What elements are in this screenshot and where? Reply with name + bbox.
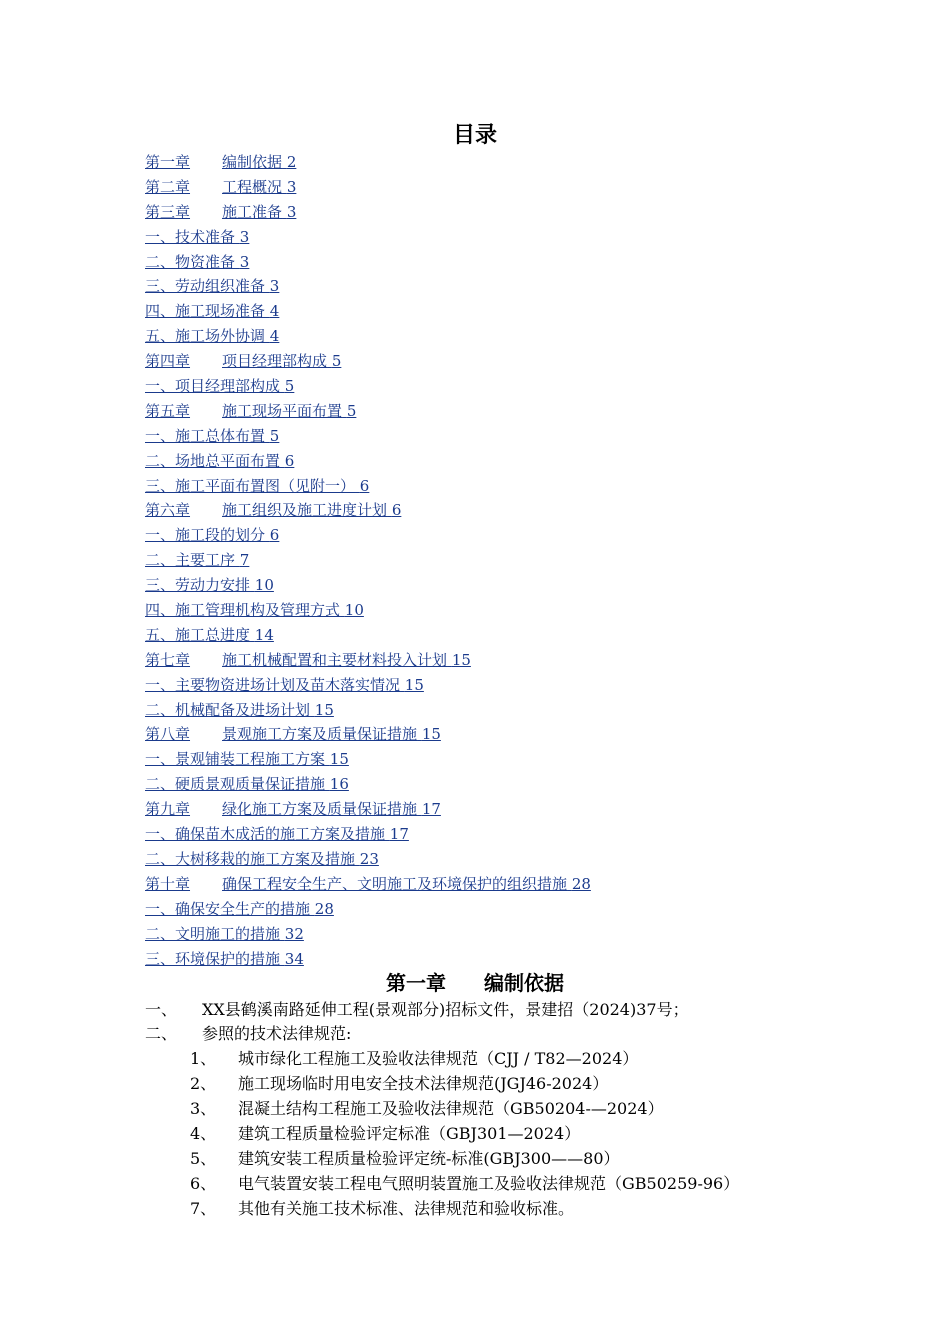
standard-item bbox=[190, 1197, 574, 1221]
toc-link[interactable] bbox=[145, 250, 845, 275]
toc-link[interactable] bbox=[145, 772, 845, 797]
toc-title-text: 一、主要物资进场计划及苗木落实情况 bbox=[145, 675, 401, 694]
toc-link[interactable] bbox=[145, 747, 845, 772]
toc-link[interactable] bbox=[145, 698, 845, 723]
toc-title: 目录 bbox=[452, 122, 497, 148]
standard-item-text: 建筑安装工程质量检验评定统-标准(GBJ300——80） bbox=[238, 1149, 620, 1168]
standard-item-number: 1、 bbox=[190, 1049, 217, 1068]
standard-item-number: 4、 bbox=[190, 1124, 217, 1143]
standard-item-number: 7、 bbox=[190, 1199, 217, 1218]
toc-title-text: 三、劳动组织准备 bbox=[145, 277, 266, 296]
toc-link[interactable] bbox=[145, 424, 845, 449]
toc-title-text: 三、施工平面布置图（见附一） bbox=[145, 476, 356, 495]
toc-title-text: 一、确保安全生产的措施 bbox=[145, 899, 311, 918]
toc-page-number: 4 bbox=[269, 302, 280, 321]
toc-title-text: 五、施工总进度 bbox=[145, 625, 251, 644]
toc-title-text: 一、技术准备 bbox=[145, 227, 236, 246]
toc-chapter-number: 第一章 bbox=[145, 153, 191, 171]
toc-page-number: 5 bbox=[331, 352, 342, 371]
toc-page-number: 15 bbox=[421, 725, 441, 744]
toc-link[interactable] bbox=[145, 648, 845, 673]
toc-page-number: 6 bbox=[359, 476, 370, 495]
toc-page-number: 3 bbox=[239, 227, 250, 246]
standard-item-text: 其他有关施工技术标准、法律规范和验收标准。 bbox=[238, 1199, 575, 1218]
toc-title-text: 绿化施工方案及质量保证措施 bbox=[222, 800, 418, 819]
toc-page-number: 3 bbox=[286, 177, 297, 196]
toc-page-number: 3 bbox=[286, 202, 297, 221]
standard-item-number: 6、 bbox=[190, 1174, 217, 1193]
table-of-contents bbox=[145, 150, 845, 971]
toc-title-text: 确保工程安全生产、文明施工及环境保护的组织措施 bbox=[222, 874, 568, 893]
toc-chapter-number: 第八章 bbox=[145, 725, 191, 744]
toc-chapter-number: 第九章 bbox=[145, 800, 191, 819]
toc-title-text: 三、劳动力安排 bbox=[145, 576, 251, 595]
toc-page-number: 3 bbox=[269, 277, 280, 296]
toc-page-number: 7 bbox=[239, 551, 250, 570]
toc-title-text: 一、施工段的划分 bbox=[145, 526, 266, 545]
toc-page-number: 14 bbox=[254, 625, 274, 644]
toc-title-text: 施工机械配置和主要材料投入计划 bbox=[222, 650, 448, 669]
toc-page-number: 28 bbox=[314, 899, 334, 918]
toc-link[interactable] bbox=[145, 498, 845, 523]
toc-link[interactable] bbox=[145, 399, 845, 424]
toc-link[interactable] bbox=[145, 324, 845, 349]
basis-item-text: 参照的技术法律规范: bbox=[202, 1024, 352, 1043]
basis-item bbox=[145, 998, 689, 1022]
toc-page-number: 34 bbox=[284, 949, 304, 968]
toc-link[interactable] bbox=[145, 523, 845, 548]
toc-link[interactable] bbox=[145, 150, 845, 175]
standard-item-text: 混凝土结构工程施工及验收法律规范（GB50204-—2024） bbox=[238, 1099, 664, 1118]
toc-link[interactable] bbox=[145, 822, 845, 847]
toc-page-number: 15 bbox=[329, 750, 349, 769]
toc-page-number: 28 bbox=[571, 874, 591, 893]
toc-title-text: 施工组织及施工进度计划 bbox=[222, 501, 388, 520]
toc-chapter-number: 第五章 bbox=[145, 401, 191, 420]
toc-title-text: 一、施工总体布置 bbox=[145, 426, 266, 445]
standard-item bbox=[190, 1147, 620, 1171]
toc-page-number: 5 bbox=[269, 426, 280, 445]
toc-title-text: 二、主要工序 bbox=[145, 551, 236, 570]
toc-page-number: 32 bbox=[284, 924, 304, 943]
toc-chapter-number: 第四章 bbox=[145, 352, 191, 371]
toc-title-text: 二、场地总平面布置 bbox=[145, 451, 281, 470]
toc-page-number: 6 bbox=[284, 451, 295, 470]
toc-title-text: 编制依据 bbox=[222, 153, 283, 171]
toc-chapter-number: 第三章 bbox=[145, 202, 191, 221]
toc-link[interactable] bbox=[145, 598, 845, 623]
toc-page-number: 10 bbox=[344, 601, 364, 620]
toc-page-number: 10 bbox=[254, 576, 274, 595]
toc-page-number: 5 bbox=[284, 377, 295, 396]
standard-item-text: 电气装置安装工程电气照明装置施工及验收法律规范（GB50259-96） bbox=[238, 1174, 740, 1193]
standard-item bbox=[190, 1097, 664, 1121]
toc-title-text: 二、机械配备及进场计划 bbox=[145, 700, 311, 719]
toc-page-number: 15 bbox=[314, 700, 334, 719]
standard-item-number: 5、 bbox=[190, 1149, 217, 1168]
toc-link[interactable] bbox=[145, 573, 845, 598]
toc-chapter-number: 第六章 bbox=[145, 501, 191, 520]
chapter-heading bbox=[0, 968, 950, 998]
toc-chapter-number: 第二章 bbox=[145, 177, 191, 196]
toc-page-number: 16 bbox=[329, 775, 349, 794]
toc-title-text: 二、文明施工的措施 bbox=[145, 924, 281, 943]
toc-link[interactable] bbox=[145, 847, 845, 872]
toc-link[interactable] bbox=[145, 225, 845, 250]
toc-page-number: 17 bbox=[421, 800, 441, 819]
basis-item bbox=[145, 1022, 351, 1046]
standard-item-number: 3、 bbox=[190, 1099, 217, 1118]
standard-item-text: 施工现场临时用电安全技术法律规范(JGJ46-2024） bbox=[238, 1074, 609, 1093]
toc-page-number: 15 bbox=[451, 650, 471, 669]
toc-link[interactable] bbox=[145, 673, 845, 698]
toc-title-text: 一、景观铺装工程施工方案 bbox=[145, 750, 326, 769]
basis-item-number: 一、 bbox=[145, 1000, 178, 1019]
toc-link[interactable] bbox=[145, 274, 845, 299]
toc-link[interactable] bbox=[145, 548, 845, 573]
toc-title-text: 项目经理部构成 bbox=[222, 352, 328, 371]
toc-title-text: 景观施工方案及质量保证措施 bbox=[222, 725, 418, 744]
toc-chapter-number: 第十章 bbox=[145, 874, 191, 893]
toc-page-number: 4 bbox=[269, 327, 280, 346]
toc-link[interactable] bbox=[145, 623, 845, 648]
basis-item-number: 二、 bbox=[145, 1024, 178, 1043]
toc-title-text: 一、项目经理部构成 bbox=[145, 377, 281, 396]
toc-link[interactable] bbox=[145, 449, 845, 474]
toc-page-number: 2 bbox=[286, 153, 297, 171]
toc-link[interactable] bbox=[145, 872, 845, 897]
toc-link[interactable] bbox=[145, 349, 845, 374]
toc-link[interactable] bbox=[145, 922, 845, 947]
toc-title-text: 一、确保苗木成活的施工方案及措施 bbox=[145, 825, 386, 844]
toc-link[interactable] bbox=[145, 474, 845, 499]
toc-chapter-number: 第七章 bbox=[145, 650, 191, 669]
toc-page-number: 5 bbox=[346, 401, 357, 420]
toc-link[interactable] bbox=[145, 200, 845, 225]
standard-item bbox=[190, 1047, 638, 1071]
chapter-number: 第一章 bbox=[386, 971, 446, 995]
basis-item-text: XX县鹤溪南路延伸工程(景观部分)招标文件，景建招（2024)37号； bbox=[202, 1000, 689, 1019]
toc-title-text: 四、施工管理机构及管理方式 bbox=[145, 601, 341, 620]
toc-link[interactable] bbox=[145, 722, 845, 747]
toc-title-text: 三、环境保护的措施 bbox=[145, 949, 281, 968]
toc-link[interactable] bbox=[145, 299, 845, 324]
standard-item-text: 建筑工程质量检验评定标准（GBJ301—2024） bbox=[238, 1124, 581, 1143]
toc-page-number: 3 bbox=[239, 252, 250, 271]
standard-item bbox=[190, 1072, 608, 1096]
toc-page-number: 6 bbox=[391, 501, 402, 520]
toc-title-text: 二、硬质景观质量保证措施 bbox=[145, 775, 326, 794]
standard-item-text: 城市绿化工程施工及验收法律规范（CJJ / T82—2024） bbox=[238, 1049, 639, 1068]
toc-title-text: 四、施工现场准备 bbox=[145, 302, 266, 321]
toc-title-text: 施工准备 bbox=[222, 202, 283, 221]
toc-title-text: 施工现场平面布置 bbox=[222, 401, 343, 420]
toc-page-number: 17 bbox=[389, 825, 409, 844]
toc-page-number: 15 bbox=[404, 675, 424, 694]
toc-title-text: 二、大树移栽的施工方案及措施 bbox=[145, 849, 356, 868]
toc-link[interactable] bbox=[145, 897, 845, 922]
toc-page-number: 23 bbox=[359, 849, 379, 868]
toc-title-text: 工程概况 bbox=[222, 177, 283, 196]
standard-item-number: 2、 bbox=[190, 1074, 217, 1093]
standard-item bbox=[190, 1172, 739, 1196]
toc-link[interactable] bbox=[145, 374, 845, 399]
standard-item bbox=[190, 1122, 580, 1146]
chapter-title: 编制依据 bbox=[484, 971, 564, 995]
toc-title-text: 二、物资准备 bbox=[145, 252, 236, 271]
toc-link[interactable] bbox=[145, 797, 845, 822]
toc-link[interactable] bbox=[145, 175, 845, 200]
toc-page-number: 6 bbox=[269, 526, 280, 545]
toc-title-text: 五、施工场外协调 bbox=[145, 327, 266, 346]
